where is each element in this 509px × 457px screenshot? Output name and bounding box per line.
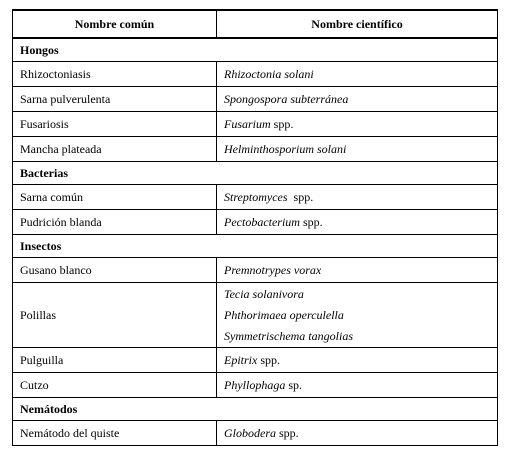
species-abbreviation: spp. <box>270 117 294 131</box>
scientific-name: Epitrix <box>224 353 258 367</box>
scientific-name-cell <box>217 137 498 162</box>
scientific-name-cell <box>217 112 498 137</box>
scientific-name-cell <box>217 62 498 87</box>
scientific-name: Tecia solanivora <box>224 286 304 301</box>
table-row <box>13 283 498 348</box>
table-row <box>13 348 498 373</box>
species-abbreviation: sp. <box>285 378 302 392</box>
scientific-name: Pectobacterium <box>224 215 300 229</box>
scientific-name: Rhizoctonia solani <box>224 67 314 81</box>
scientific-name: Globodera <box>224 426 276 440</box>
scientific-name-cell <box>217 421 498 446</box>
table-row <box>13 87 498 112</box>
scientific-name-cell <box>217 87 498 112</box>
scientific-name-cell <box>217 258 498 283</box>
header-scientific-name: Nombre científico <box>217 10 498 38</box>
scientific-name-cell <box>217 373 498 398</box>
scientific-name-cell <box>217 283 498 348</box>
header-row <box>13 10 498 38</box>
category-label: Nemátodos <box>13 398 498 421</box>
table-row <box>13 112 498 137</box>
common-name-cell: Nemátodo del quiste <box>13 421 217 446</box>
common-name-cell: Fusariosis <box>13 112 217 137</box>
table-row <box>13 185 498 210</box>
table-body <box>13 38 498 446</box>
table-row <box>13 137 498 162</box>
species-abbreviation: spp. <box>299 215 323 229</box>
scientific-name: Symmetrischema tangolias <box>224 328 353 343</box>
scientific-name-cell <box>217 348 498 373</box>
category-label: Insectos <box>13 235 498 258</box>
common-name-cell: Mancha plateada <box>13 137 217 162</box>
scientific-name: Premnotrypes vorax <box>224 263 322 277</box>
table-row <box>13 421 498 446</box>
category-label: Hongos <box>13 38 498 62</box>
common-name-cell: Cutzo <box>13 373 217 398</box>
table-row <box>13 258 498 283</box>
table-row <box>13 62 498 87</box>
category-row <box>13 162 498 185</box>
common-name-cell: Sarna común <box>13 185 217 210</box>
common-name-cell: Pudrición blanda <box>13 210 217 235</box>
scientific-name-cell <box>217 185 498 210</box>
common-name-cell: Rhizoctoniasis <box>13 62 217 87</box>
scientific-name: Spongospora subterránea <box>224 92 349 106</box>
scientific-name: Phthorimaea operculella <box>224 307 344 322</box>
table-row <box>13 373 498 398</box>
scientific-name-cell <box>217 210 498 235</box>
scientific-name: Phyllophaga <box>224 378 286 392</box>
category-label: Bacterias <box>13 162 498 185</box>
scientific-name: Fusarium <box>224 117 271 131</box>
category-row <box>13 235 498 258</box>
common-name-cell: Pulguilla <box>13 348 217 373</box>
species-abbreviation: spp. <box>257 353 280 367</box>
scientific-name: Streptomyces <box>224 190 288 204</box>
common-name-cell: Polillas <box>13 283 217 348</box>
table-row <box>13 210 498 235</box>
species-abbreviation: spp. <box>287 190 314 204</box>
scientific-name: Helminthosporium solani <box>224 142 347 156</box>
category-row <box>13 398 498 421</box>
common-name-cell: Gusano blanco <box>13 258 217 283</box>
category-row <box>13 38 498 62</box>
header-common-name: Nombre común <box>13 10 217 38</box>
pest-table <box>12 9 498 446</box>
common-name-cell: Sarna pulverulenta <box>13 87 217 112</box>
pest-table-container <box>12 9 497 446</box>
species-abbreviation: spp. <box>276 426 299 440</box>
